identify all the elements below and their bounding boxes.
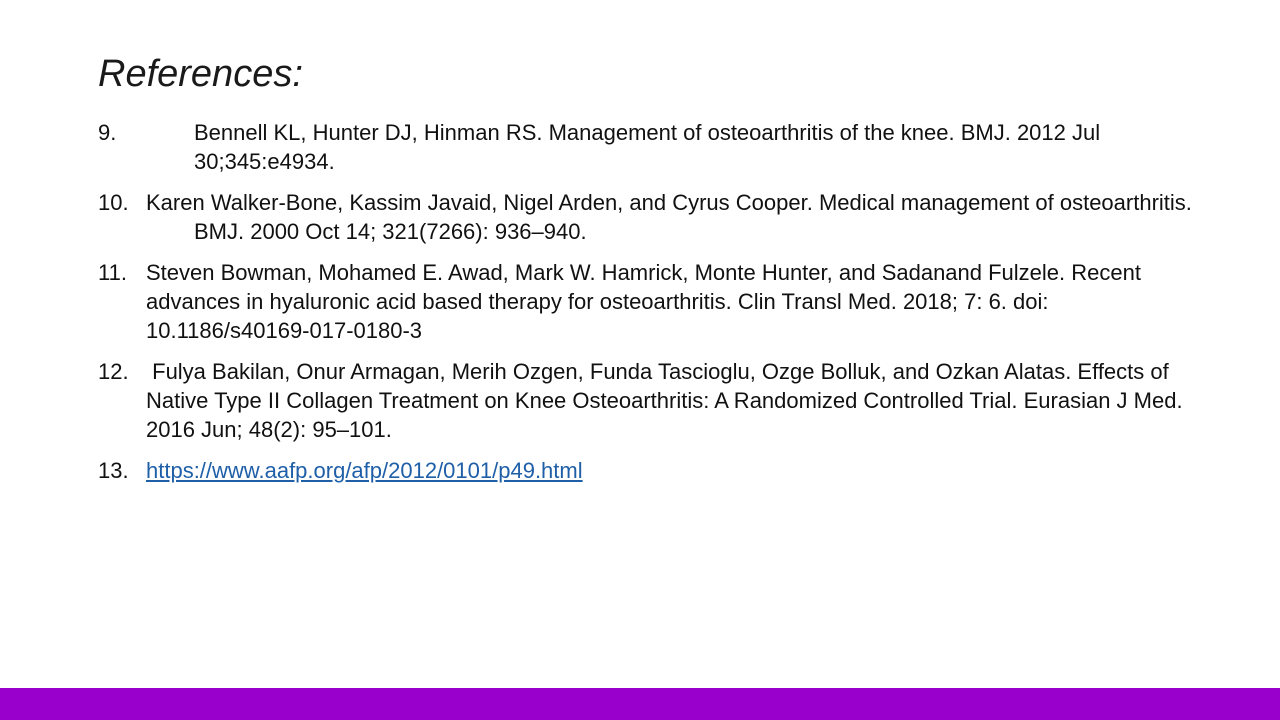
- reference-text-wrapper: [98, 456, 1198, 485]
- reference-item-10: [98, 188, 1198, 246]
- reference-link[interactable]: https://www.aafp.org/afp/2012/0101/p49.html: [146, 458, 583, 483]
- reference-number: 11.: [98, 260, 127, 285]
- reference-text: Karen Walker-Bone, Kassim Javaid, Nigel Arden, and Cyrus Cooper. Medical management of osteoarthritis. BMJ. 2000 Oct 14; 321(7266): 936–940.: [146, 190, 1192, 244]
- reference-number: 12.: [98, 359, 129, 384]
- reference-item-9: [98, 118, 1198, 176]
- slide-title: References:: [98, 53, 303, 95]
- reference-list: [98, 118, 1198, 497]
- reference-text: Bennell KL, Hunter DJ, Hinman RS. Management of osteoarthritis of the knee. BMJ. 2012 Jul 30;345:e4934.: [194, 120, 1101, 174]
- reference-item-11: [98, 258, 1198, 345]
- reference-number: 13.: [98, 458, 129, 483]
- reference-text: Fulya Bakilan, Onur Armagan, Merih Ozgen, Funda Tascioglu, Ozge Bolluk, and Ozkan Alatas. Effects of Native Type II Collagen Treatment on Knee Osteoarthritis: A Randomized Controlled Trial. Eurasian J Med. 2016 Jun; 48(2): 95–101.: [146, 359, 1189, 442]
- reference-number: 10.: [98, 190, 129, 215]
- reference-item-13: [98, 456, 1198, 485]
- reference-text: Steven Bowman, Mohamed E. Awad, Mark W. Hamrick, Monte Hunter, and Sadanand Fulzele. Recent advances in hyaluronic acid based therapy for osteoarthritis. Clin Transl Med. 2018; 7: 6. doi: 10.1186/s40169-017-0180-3: [146, 260, 1141, 343]
- accent-bar: [0, 688, 1280, 720]
- reference-number: 9.: [98, 120, 117, 145]
- reference-item-12: [98, 357, 1198, 444]
